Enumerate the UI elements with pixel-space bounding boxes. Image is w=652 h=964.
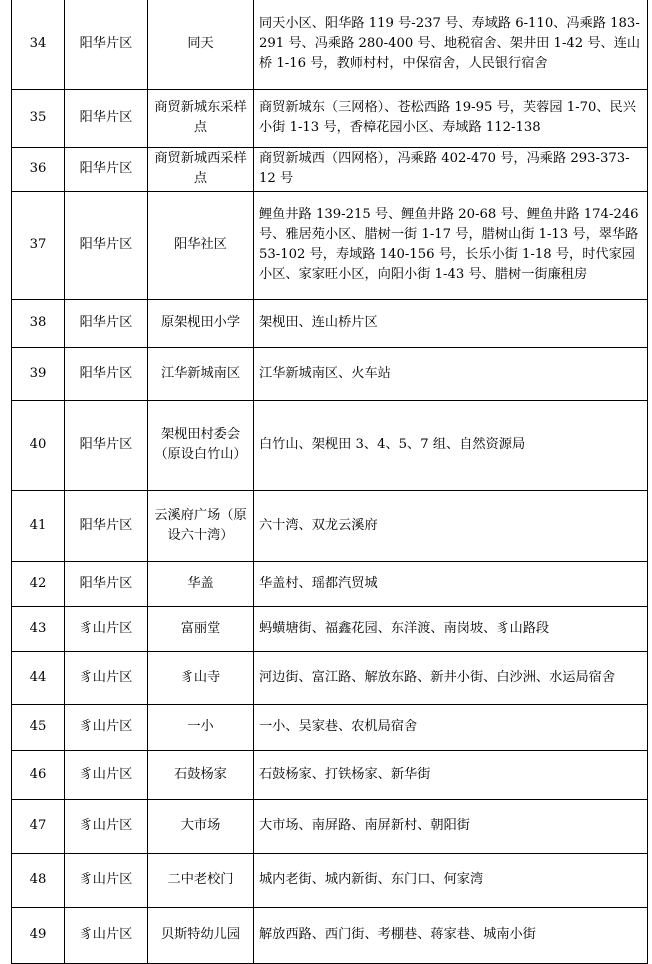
- table-row: [12, 750, 648, 799]
- table-row: [12, 651, 648, 704]
- table-row: [12, 89, 648, 147]
- sampling-site-cell: 二中老校门: [148, 853, 254, 907]
- table-row: [12, 400, 648, 490]
- sampling-site-cell: 豸山寺: [148, 651, 254, 704]
- row-number: 49: [12, 907, 65, 963]
- table-row: [12, 853, 648, 907]
- coverage-area-cell: 城内老街、城内新街、东门口、何家湾: [254, 853, 648, 907]
- table-row: [12, 191, 648, 299]
- row-number: 36: [12, 147, 65, 191]
- district-cell: 阳华片区: [65, 299, 148, 347]
- sampling-site-cell: 华盖: [148, 561, 254, 606]
- coverage-area-cell: 白竹山、架枧田 3、4、5、7 组、自然资源局: [254, 400, 648, 490]
- row-number: 34: [12, 0, 65, 89]
- district-cell: 豸山片区: [65, 853, 148, 907]
- coverage-area-cell: 蚂蟥塘街、福鑫花园、东洋渡、南岗坡、豸山路段: [254, 606, 648, 651]
- row-number: 46: [12, 750, 65, 799]
- row-number: 38: [12, 299, 65, 347]
- sampling-site-cell: 架枧田村委会（原设白竹山）: [148, 400, 254, 490]
- sampling-site-cell: 阳华社区: [148, 191, 254, 299]
- sampling-site-cell: 富丽堂: [148, 606, 254, 651]
- table-row: [12, 490, 648, 561]
- district-cell: 豸山片区: [65, 606, 148, 651]
- table-row: [12, 299, 648, 347]
- table-row: [12, 704, 648, 750]
- sampling-site-cell: 江华新城南区: [148, 347, 254, 400]
- coverage-area-cell: 一小、吴家巷、农机局宿舍: [254, 704, 648, 750]
- row-number: 37: [12, 191, 65, 299]
- district-cell: 阳华片区: [65, 89, 148, 147]
- coverage-area-cell: 架枧田、连山桥片区: [254, 299, 648, 347]
- coverage-area-cell: 大市场、南屏路、南屏新村、朝阳街: [254, 799, 648, 853]
- sampling-site-cell: 原架枧田小学: [148, 299, 254, 347]
- table-row: [12, 147, 648, 191]
- row-number: 41: [12, 490, 65, 561]
- district-cell: 豸山片区: [65, 799, 148, 853]
- coverage-area-cell: 六十湾、双龙云溪府: [254, 490, 648, 561]
- coverage-area-cell: 同天小区、阳华路 119 号-237 号、寿域路 6-110、冯乘路 183-291 号、冯乘路 280-400 号、地税宿舍、架井田 1-42 号、连山桥 1-16 号，教师村村，中保宿舍，人民银行宿舍: [254, 0, 648, 89]
- table-row: [12, 606, 648, 651]
- district-cell: 阳华片区: [65, 191, 148, 299]
- coverage-area-cell: 解放西路、西门街、考棚巷、蒋家巷、城南小街: [254, 907, 648, 963]
- sampling-sites-table: [11, 0, 648, 964]
- coverage-area-cell: 华盖村、瑶都汽贸城: [254, 561, 648, 606]
- row-number: 45: [12, 704, 65, 750]
- row-number: 43: [12, 606, 65, 651]
- coverage-area-cell: 商贸新城西（四网格），冯乘路 402-470 号，冯乘路 293-373-12 号: [254, 147, 648, 191]
- table-row: [12, 347, 648, 400]
- district-cell: 豸山片区: [65, 651, 148, 704]
- coverage-area-cell: 江华新城南区、火车站: [254, 347, 648, 400]
- district-cell: 豸山片区: [65, 907, 148, 963]
- row-number: 47: [12, 799, 65, 853]
- district-cell: 阳华片区: [65, 347, 148, 400]
- sampling-site-cell: 商贸新城东采样点: [148, 89, 254, 147]
- district-cell: 阳华片区: [65, 561, 148, 606]
- table-row: [12, 0, 648, 89]
- sampling-site-cell: 一小: [148, 704, 254, 750]
- sampling-site-cell: 大市场: [148, 799, 254, 853]
- row-number: 39: [12, 347, 65, 400]
- table-row: [12, 799, 648, 853]
- district-cell: 阳华片区: [65, 400, 148, 490]
- table-body: [12, 0, 648, 963]
- district-cell: 阳华片区: [65, 147, 148, 191]
- table-row: [12, 561, 648, 606]
- district-cell: 阳华片区: [65, 490, 148, 561]
- row-number: 42: [12, 561, 65, 606]
- sampling-site-cell: 云溪府广场（原设六十湾）: [148, 490, 254, 561]
- row-number: 40: [12, 400, 65, 490]
- district-cell: 豸山片区: [65, 750, 148, 799]
- sampling-site-cell: 石鼓杨家: [148, 750, 254, 799]
- coverage-area-cell: 石鼓杨家、打铁杨家、新华街: [254, 750, 648, 799]
- sampling-site-cell: 贝斯特幼儿园: [148, 907, 254, 963]
- row-number: 48: [12, 853, 65, 907]
- district-cell: 豸山片区: [65, 704, 148, 750]
- sampling-site-cell: 同天: [148, 0, 254, 89]
- coverage-area-cell: 商贸新城东（三网格）、苍松西路 19-95 号，芙蓉园 1-70、民兴小街 1-13 号，香樟花园小区、寿域路 112-138: [254, 89, 648, 147]
- sampling-site-cell: 商贸新城西采样点: [148, 147, 254, 191]
- coverage-area-cell: 河边街、富江路、解放东路、新井小街、白沙洲、水运局宿舍: [254, 651, 648, 704]
- row-number: 44: [12, 651, 65, 704]
- district-cell: 阳华片区: [65, 0, 148, 89]
- row-number: 35: [12, 89, 65, 147]
- coverage-area-cell: 鲤鱼井路 139-215 号、鲤鱼井路 20-68 号、鲤鱼井路 174-246 号、雅居苑小区、腊树一街 1-17 号，腊树山街 1-13 号，翠华路 53-102 号，寿域路 140-156 号，长乐小街 1-18 号，时代家园小区、家家旺小区，向阳小街 1-43 号、腊树一街廉租房: [254, 191, 648, 299]
- table-row: [12, 907, 648, 963]
